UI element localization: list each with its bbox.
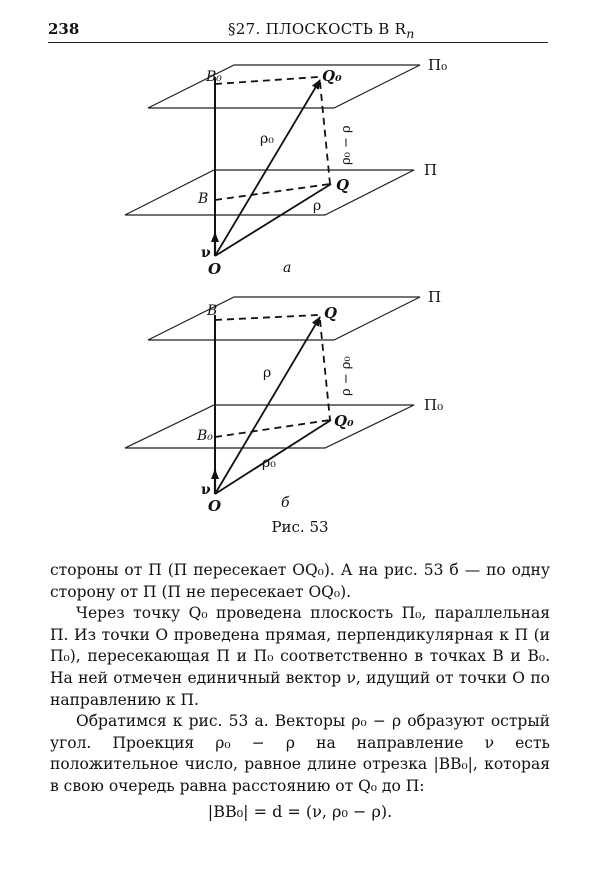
panel-b <box>125 288 443 515</box>
plane-top-label-b: П <box>428 288 442 306</box>
plane-top-b <box>148 297 420 340</box>
diff-label-a: ρ₀ − ρ <box>339 125 354 165</box>
point-b0-label-a: B₀ <box>206 69 222 85</box>
paragraph-1: стороны от П (П пересекает OQ₀). А на рис. 53 б — по одну сторону от П (П не пересекает OQ₀). <box>50 561 550 601</box>
page-number: 238 <box>48 20 80 38</box>
point-q-label-b: Q <box>324 304 338 322</box>
panel-label-a: а <box>283 260 292 276</box>
dashed-b0-q0-a <box>215 77 318 84</box>
plane-bottom-b <box>125 405 414 448</box>
point-o-label-a: O <box>208 260 222 278</box>
rho-label-b: ρ <box>263 365 272 381</box>
nu-label-b: ν <box>201 482 211 498</box>
rho0-label-a: ρ₀ <box>260 131 274 147</box>
paragraph-2: Через точку Q₀ проведена плоскость П₀, параллельная П. Из точки O проведена прямая, перпендикулярная к П (и П₀), пересекающая П и П₀ соответственно в точках B и B₀. На ней отмечен единичный вектор ν, идущий от точки O по направлению к П. <box>50 604 550 709</box>
running-head-text: §27. ПЛОСКОСТЬ В R <box>228 20 407 38</box>
rho-label-a: ρ <box>313 198 322 214</box>
plane-bottom-label-b: П₀ <box>424 396 444 414</box>
figure-caption: Рис. 53 <box>271 518 329 536</box>
rho0-label-b: ρ₀ <box>262 455 276 471</box>
body-text <box>50 560 550 822</box>
plane-top-label-a: П₀ <box>428 56 448 74</box>
running-head-subscript: n <box>406 26 415 41</box>
dashed-b0-q0-b <box>215 420 330 437</box>
point-q-label-a: Q <box>336 176 350 194</box>
dashed-b-q-b <box>215 315 318 320</box>
paragraph-3: Обратимся к рис. 53 а. Векторы ρ₀ − ρ образуют острый угол. Проекция ρ₀ − ρ на направление ν есть положительное число, равное длине отрезка |BB₀|, которая в свою очередь равна расстоянию от Q₀ до П: <box>50 712 550 795</box>
nu-label-a: ν <box>201 245 211 261</box>
formula: |BB₀| = d = (ν, ρ₀ − ρ). <box>207 801 393 821</box>
plane-top-a <box>148 65 420 108</box>
point-b-label-a: B <box>198 191 209 207</box>
point-q0-label-b: Q₀ <box>334 412 354 430</box>
point-q0-label-a: Q₀ <box>322 67 342 85</box>
dashed-q0-q-a <box>320 82 330 184</box>
vector-rho0-a <box>215 80 320 256</box>
point-o-label-b: O <box>208 497 222 515</box>
plane-bottom-a <box>125 170 414 215</box>
panel-label-b: б <box>281 495 290 511</box>
plane-bottom-label-a: П <box>424 161 438 179</box>
vector-rho-a <box>215 184 331 256</box>
panel-a <box>125 56 447 278</box>
point-b0-label-b: B₀ <box>197 428 213 444</box>
point-b-label-b: B <box>207 303 218 319</box>
diff-label-b: ρ − ρ₀ <box>339 356 354 396</box>
